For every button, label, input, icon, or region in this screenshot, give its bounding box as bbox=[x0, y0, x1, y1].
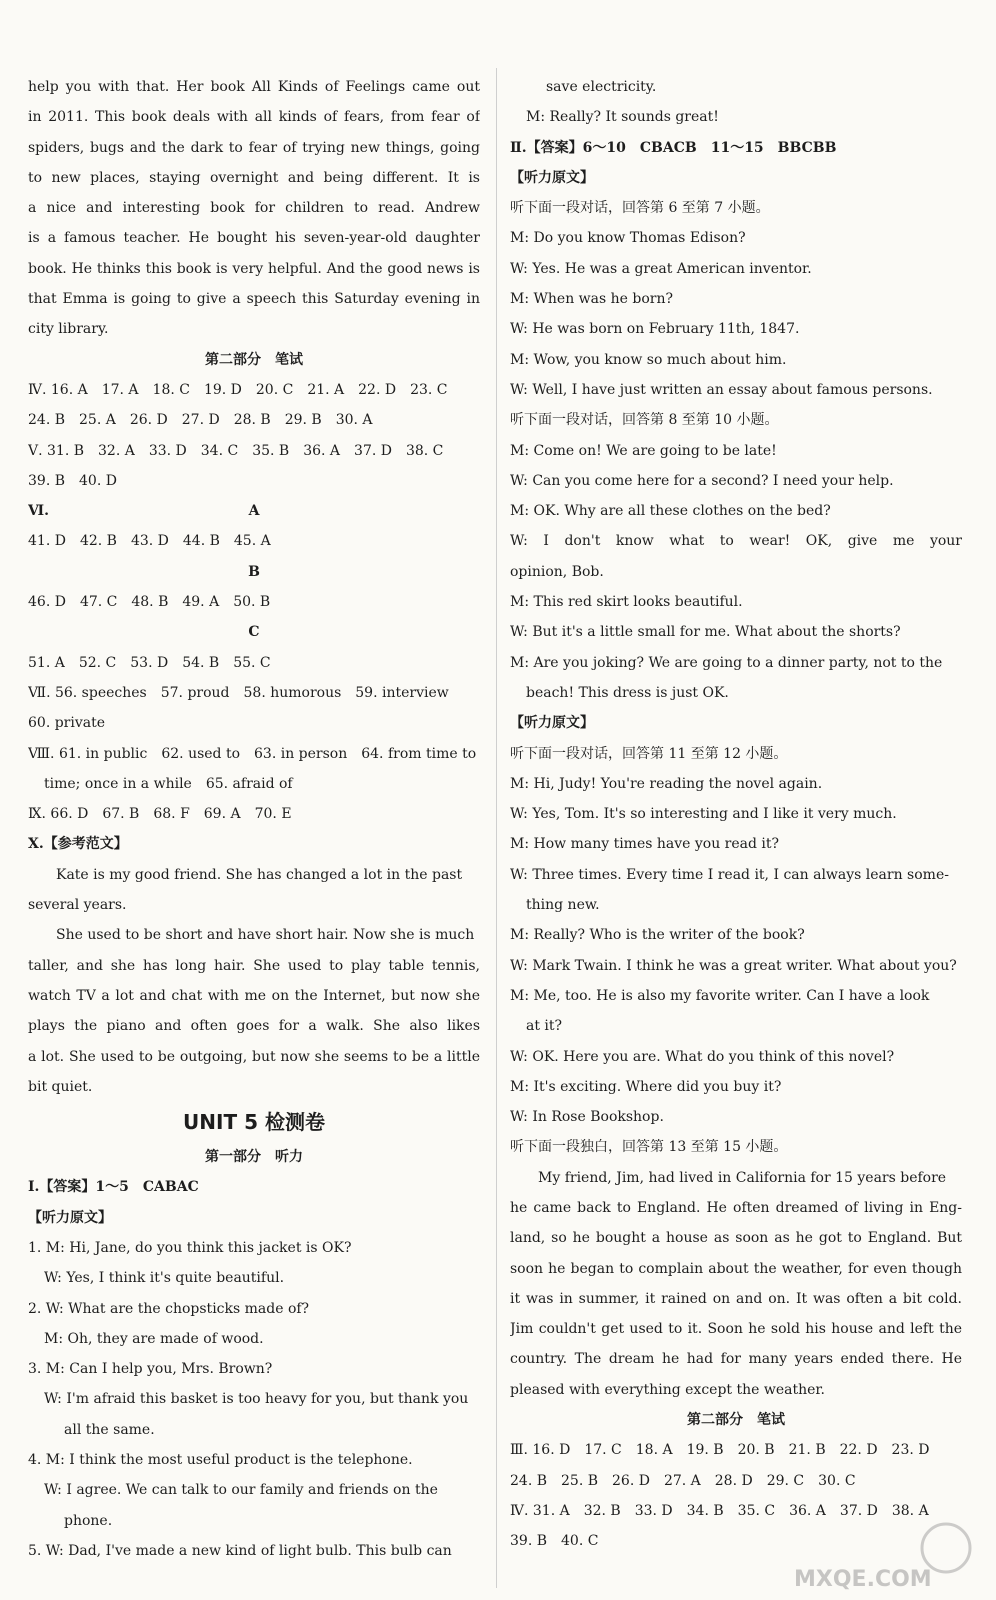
answer-row: 24. B 25. B 26. D 27. A 28. D 29. C 30. C bbox=[510, 1472, 856, 1489]
dialog-intro: 听下面一段对话，回答第 8 至第 10 小题。 bbox=[510, 412, 779, 429]
answer-row: 24. B 25. A 26. D 27. D 28. B 29. B 30. A bbox=[28, 412, 373, 429]
dialog-line: W: But it's a little small for me. What about the shorts? bbox=[510, 624, 901, 641]
answer-row: Ⅴ. 31. B 32. A 33. D 34. C 35. B 36. A 37. D 38. C bbox=[28, 442, 444, 459]
part1-heading: 第一部分 听力 bbox=[205, 1149, 303, 1166]
section2-answer: Ⅱ.【答案】6～10 CBACB 11～15 BBCBB bbox=[510, 139, 837, 156]
answer-row: Ⅶ. 56. speeches 57. proud 58. humorous 59. interview bbox=[28, 684, 449, 701]
text-line: a nice and interesting book for children to read. Andrew bbox=[28, 200, 480, 217]
answer-row: time; once in a while 65. afraid of bbox=[44, 775, 293, 792]
dialog-line: M: How many times have you read it? bbox=[510, 836, 780, 853]
dialog-line: M: Do you know Thomas Edison? bbox=[510, 230, 746, 247]
subsection-b: B bbox=[248, 563, 260, 580]
dialog-line: M: Really? Who is the writer of the book? bbox=[510, 927, 805, 944]
text-line: to new places, staying overnight and being different. It is bbox=[28, 169, 480, 186]
dialog-line: W: Yes. He was a great American inventor. bbox=[510, 260, 812, 277]
dialog-line: 4. M: I think the most useful product is the telephone. bbox=[28, 1452, 413, 1469]
dialog-line: W: OK. Here you are. What do you think of this novel? bbox=[510, 1048, 895, 1065]
dialog-line: W: He was born on February 11th, 1847. bbox=[510, 321, 800, 338]
text-line: My friend, Jim, had lived in California for 15 years before bbox=[538, 1169, 947, 1186]
dialog-line: 2. W: What are the chopsticks made of? bbox=[28, 1300, 310, 1317]
dialog-line: M: When was he born? bbox=[510, 291, 673, 308]
dialog-line: 1. M: Hi, Jane, do you think this jacket is OK? bbox=[28, 1239, 352, 1256]
dialog-line: W: I don't know what to wear! OK, give me your bbox=[510, 533, 962, 550]
text-line: is a famous teacher. He bought his seven-year-old daughter bbox=[28, 230, 480, 247]
dialog-line: M: Hi, Judy! You're reading the novel again. bbox=[510, 775, 823, 792]
text-line: he came back to England. He often dreamed of living in Eng- bbox=[510, 1199, 962, 1216]
text-line: taller, and she has long hair. She used to play table tennis, bbox=[28, 957, 480, 974]
dialog-line: W: Can you come here for a second? I need your help. bbox=[510, 472, 894, 489]
dialog-line: opinion, Bob. bbox=[510, 563, 604, 580]
dialog-line: phone. bbox=[64, 1512, 113, 1529]
text-line: that Emma is going to give a speech this Saturday evening in bbox=[28, 291, 480, 308]
answer-row: Ⅸ. 66. D 67. B 68. F 69. A 70. E bbox=[28, 806, 292, 823]
part2-heading: 第二部分 笔试 bbox=[687, 1412, 785, 1429]
text-line: book. He thinks this book is very helpful. And the good news is bbox=[28, 260, 480, 277]
dialog-line: W: Yes, Tom. It's so interesting and I like it very much. bbox=[510, 806, 897, 823]
dialog-line: W: In Rose Bookshop. bbox=[510, 1109, 664, 1126]
dialog-line: 5. W: Dad, I've made a new kind of light bulb. This bulb can bbox=[28, 1542, 452, 1559]
dialog-line: M: Oh, they are made of wood. bbox=[44, 1330, 264, 1347]
text-line: it was in summer, it rained on and on. It was often a bit cold. bbox=[510, 1290, 962, 1307]
dialog-intro: 听下面一段对话，回答第 11 至第 12 小题。 bbox=[510, 745, 788, 762]
text-line: a lot. She used to be outgoing, but now she seems to be a little bbox=[28, 1048, 480, 1065]
text-line: She used to be short and have short hair. Now she is much bbox=[56, 927, 475, 944]
text-line: country. The dream he had for many years ended there. He bbox=[510, 1351, 962, 1368]
answer-row: Ⅷ. 61. in public 62. used to 63. in person 64. from time to bbox=[28, 745, 477, 762]
answer-row: 39. B 40. D bbox=[28, 472, 117, 489]
dialog-line: M: Come on! We are going to be late! bbox=[510, 442, 777, 459]
dialog-line: all the same. bbox=[64, 1421, 155, 1438]
dialog-line: W: Three times. Every time I read it, I can always learn some- bbox=[510, 866, 949, 883]
transcript-label: 【听力原文】 bbox=[510, 169, 594, 186]
answer-row: 41. D 42. B 43. D 44. B 45. A bbox=[28, 533, 271, 550]
answer-row: Ⅳ. 31. A 32. B 33. D 34. B 35. C 36. A 37. D 38. A bbox=[510, 1502, 929, 1519]
dialog-line: M: OK. Why are all these clothes on the bed? bbox=[510, 503, 831, 520]
text-line: Jim couldn't get used to it. Soon he sold his house and left the bbox=[510, 1321, 962, 1338]
dialog-intro: 听下面一段独白，回答第 13 至第 15 小题。 bbox=[510, 1139, 788, 1156]
passage-end bbox=[28, 72, 480, 345]
text-line: pleased with everything except the weather. bbox=[510, 1381, 826, 1398]
subsection-a: A bbox=[248, 503, 260, 520]
dialog-line: beach! This dress is just OK. bbox=[526, 684, 729, 701]
dialog-line: M: Wow, you know so much about him. bbox=[510, 351, 787, 368]
text-line: help you with that. Her book All Kinds of Feelings came out bbox=[28, 79, 480, 95]
text-line: plays the piano and often goes for a walk. She also likes bbox=[28, 1018, 480, 1035]
dialog-line: W: I agree. We can talk to our family and friends on the bbox=[44, 1482, 438, 1499]
dialog-line: 3. M: Can I help you, Mrs. Brown? bbox=[28, 1361, 273, 1378]
part2-heading: 第二部分 笔试 bbox=[205, 351, 303, 368]
transcript-label: 【听力原文】 bbox=[510, 715, 594, 732]
dialog-line: at it? bbox=[526, 1018, 563, 1035]
answer-row: 46. D 47. C 48. B 49. A 50. B bbox=[28, 594, 271, 611]
model-essay bbox=[28, 860, 480, 1102]
dialog-line: M: It's exciting. Where did you buy it? bbox=[510, 1078, 782, 1095]
dialog-intro: 听下面一段对话，回答第 6 至第 7 小题。 bbox=[510, 200, 770, 217]
monologue-13-15 bbox=[510, 1163, 962, 1405]
column-divider bbox=[496, 68, 497, 1588]
dialog-line: thing new. bbox=[526, 897, 600, 914]
dialog-line: M: This red skirt looks beautiful. bbox=[510, 594, 743, 611]
dialog-line: M: Are you joking? We are going to a dinner party, not to the bbox=[510, 654, 943, 671]
text-line: land, so he bought a house as soon as he got to England. But bbox=[510, 1230, 962, 1247]
right-column bbox=[510, 72, 962, 1557]
dialog-6-7 bbox=[510, 223, 962, 405]
answer-row: Ⅳ. 16. A 17. A 18. C 19. D 20. C 21. A 22. D 23. C bbox=[28, 381, 448, 398]
unit-title: UNIT 5 检测卷 bbox=[183, 1110, 325, 1135]
text-line: several years. bbox=[28, 897, 127, 914]
watermark-text: MXQE.COM bbox=[794, 1567, 932, 1592]
dialog-line: save electricity. bbox=[546, 79, 657, 95]
section6-label: Ⅵ. bbox=[28, 503, 49, 520]
answer-row: 39. B 40. C bbox=[510, 1533, 599, 1550]
dialog-line: M: Me, too. He is also my favorite writer. Can I have a look bbox=[510, 987, 930, 1004]
text-line: soon he began to complain about the weather, for even though bbox=[510, 1260, 962, 1277]
transcript-label: 【听力原文】 bbox=[28, 1209, 112, 1226]
answer-row: 51. A 52. C 53. D 54. B 55. C bbox=[28, 654, 271, 671]
dialog-8-10 bbox=[510, 436, 962, 709]
text-line: bit quiet. bbox=[28, 1078, 93, 1095]
section10-label: Ⅹ.【参考范文】 bbox=[28, 836, 128, 853]
answer-row: 60. private bbox=[28, 715, 106, 732]
left-column bbox=[28, 72, 480, 1566]
text-line: city library. bbox=[28, 321, 109, 338]
dialogues-1-5 bbox=[28, 1233, 480, 1566]
text-line: in 2011. This book deals with all kinds of fears, from fear of bbox=[28, 109, 480, 126]
text-line: Kate is my good friend. She has changed a lot in the past bbox=[56, 866, 463, 883]
text-line: watch TV a lot and chat with me on the Internet, but now she bbox=[28, 987, 480, 1004]
text-line: spiders, bugs and the dark to fear of trying new things, going bbox=[28, 139, 480, 156]
dialog-line: W: Well, I have just written an essay about famous persons. bbox=[510, 381, 933, 398]
subsection-c: C bbox=[248, 624, 260, 641]
dialog-line: M: Really? It sounds great! bbox=[526, 109, 719, 126]
dialog-line: W: Yes, I think it's quite beautiful. bbox=[44, 1270, 285, 1287]
dialog-line: W: Mark Twain. I think he was a great writer. What about you? bbox=[510, 957, 957, 974]
dialog-line: W: I'm afraid this basket is too heavy for you, but thank you bbox=[44, 1391, 469, 1408]
dialog-11-12 bbox=[510, 769, 962, 1133]
answer-row: Ⅲ. 16. D 17. C 18. A 19. B 20. B 21. B 22. D 23. D bbox=[510, 1442, 930, 1459]
section1-answer: Ⅰ.【答案】1～5 CABAC bbox=[28, 1179, 199, 1196]
